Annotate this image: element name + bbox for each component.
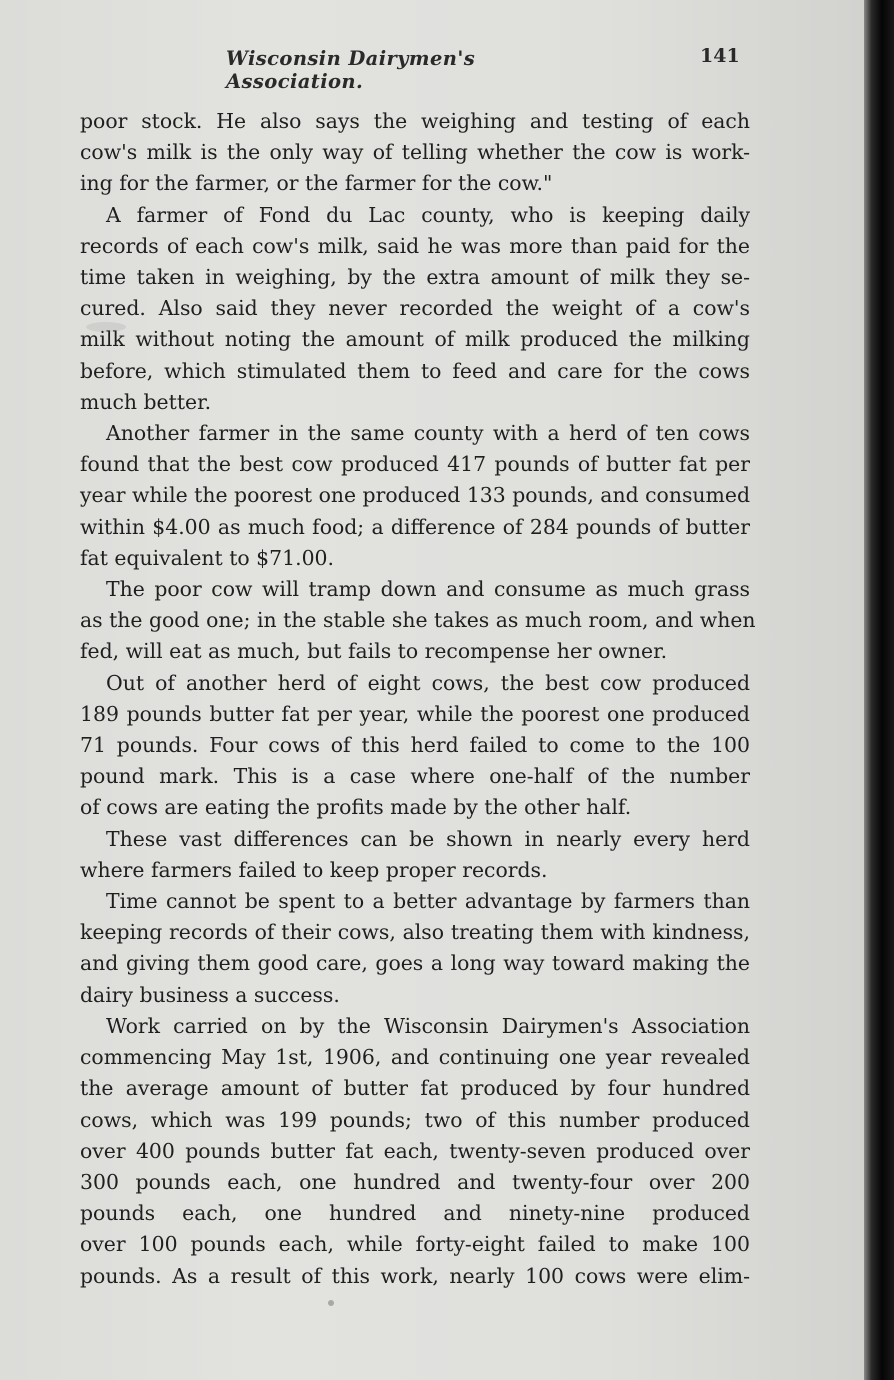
text-line: cow's milk is the only way of telling whether the cow is work- bbox=[80, 140, 750, 165]
paragraph-first-line: Time cannot be spent to a better advantage by farmers than bbox=[106, 889, 750, 914]
text-line: keeping records of their cows, also treating them with kindness, bbox=[80, 920, 750, 945]
text-line: 71 pounds. Four cows of this herd failed to come to the 100 bbox=[80, 733, 750, 758]
text-line: before, which stimulated them to feed and care for the cows bbox=[80, 358, 750, 383]
text-line: and giving them good care, goes a long way toward making the bbox=[80, 951, 750, 976]
paragraph-first-line: Another farmer in the same county with a herd of ten cows bbox=[106, 421, 750, 446]
text-line: the average amount of butter fat produced by four hundred bbox=[80, 1076, 750, 1101]
text-line: cured. Also said they never recorded the weight of a cow's bbox=[80, 296, 750, 321]
binding-edge bbox=[864, 0, 894, 1380]
text-line: pound mark. This is a case where one-half of the number bbox=[80, 764, 750, 789]
text-line: cows, which was 199 pounds; two of this number produced bbox=[80, 1107, 750, 1132]
text-line: where farmers failed to keep proper records. bbox=[80, 857, 548, 882]
text-line: records of each cow's milk, said he was more than paid for the bbox=[80, 233, 750, 258]
text-line: 189 pounds butter fat per year, while the poorest one produced bbox=[80, 701, 750, 726]
text-line: over 400 pounds butter fat each, twenty-seven produced over bbox=[80, 1138, 750, 1163]
paragraph-first-line: Work carried on by the Wisconsin Dairymen's Association bbox=[106, 1013, 750, 1038]
text-line: fat equivalent to $71.00. bbox=[80, 545, 335, 570]
paper-smudge bbox=[328, 1300, 334, 1306]
text-line: much better. bbox=[80, 389, 212, 414]
text-line: found that the best cow produced 417 pounds of butter fat per bbox=[80, 452, 750, 477]
paragraph-first-line: A farmer of Fond du Lac county, who is keeping daily bbox=[106, 202, 750, 227]
text-line: pounds. As a result of this work, nearly 100 cows were elim- bbox=[80, 1263, 750, 1288]
text-line: over 100 pounds each, while forty-eight failed to make 100 bbox=[80, 1232, 750, 1257]
paragraph-first-line: These vast differences can be shown in nearly every herd bbox=[106, 826, 750, 851]
text-line: within $4.00 as much food; a difference of 284 pounds of butter bbox=[80, 514, 750, 539]
paragraph-first-line: Out of another herd of eight cows, the best cow produced bbox=[106, 670, 750, 695]
paragraph-first-line: The poor cow will tramp down and consume as much grass bbox=[106, 577, 750, 602]
running-head-title: Wisconsin Dairymen's Association. bbox=[226, 47, 476, 93]
text-line: 300 pounds each, one hundred and twenty-four over 200 bbox=[80, 1169, 750, 1194]
text-line: dairy business a success. bbox=[80, 982, 340, 1007]
paper-smudge bbox=[86, 322, 126, 332]
text-line: milk without noting the amount of milk produced the milking bbox=[80, 327, 750, 352]
text-line: fed, will eat as much, but fails to recompense her owner. bbox=[80, 639, 668, 664]
text-line: year while the poorest one produced 133 pounds, and consumed bbox=[80, 483, 751, 508]
text-line: pounds each, one hundred and ninety-nine produced bbox=[80, 1201, 750, 1226]
text-line: as the good one; in the stable she takes as much room, and when bbox=[80, 608, 756, 633]
text-line: poor stock. He also says the weighing and testing of each bbox=[80, 109, 750, 133]
page-number: 141 bbox=[700, 45, 740, 67]
text-line: of cows are eating the profits made by the other half. bbox=[80, 795, 632, 820]
text-line: time taken in weighing, by the extra amount of milk they se- bbox=[80, 265, 750, 290]
body-text bbox=[80, 106, 756, 1292]
text-line: commencing May 1st, 1906, and continuing one year revealed bbox=[80, 1045, 750, 1070]
text-line: ing for the farmer, or the farmer for the cow." bbox=[80, 171, 553, 196]
